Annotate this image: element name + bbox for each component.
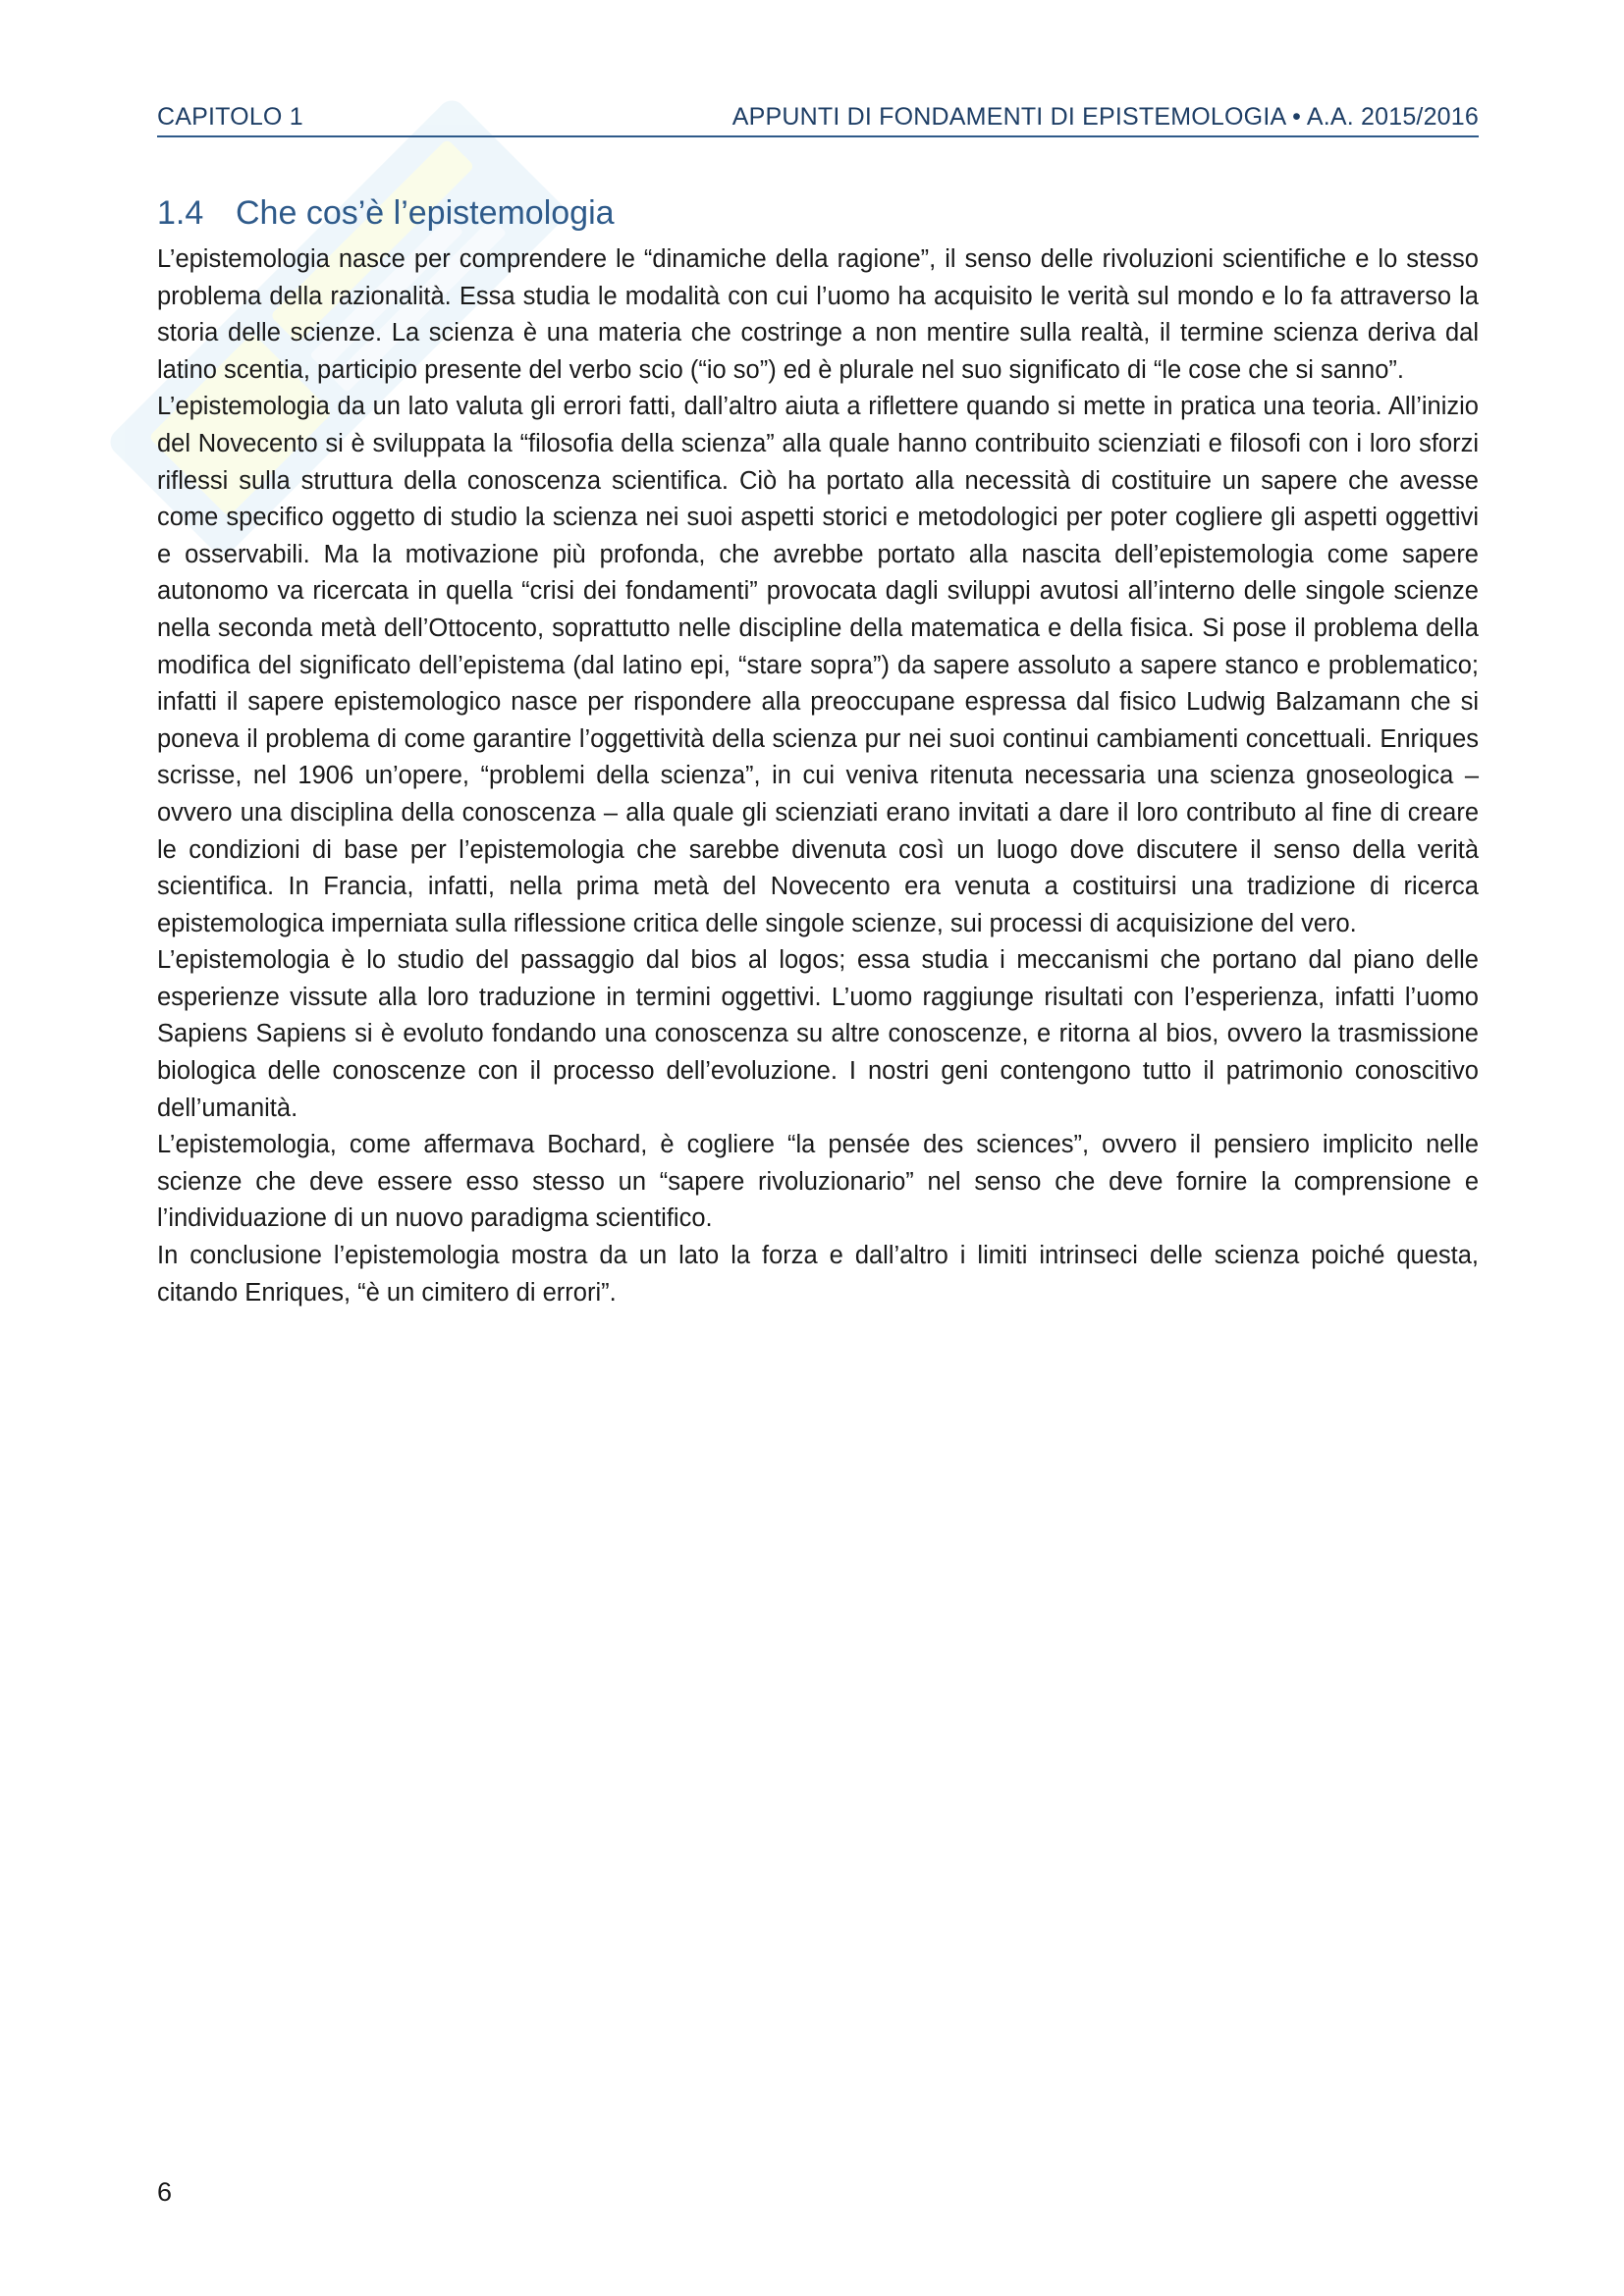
- section-title: Che cos’è l’epistemologia: [236, 194, 615, 232]
- page-number: 6: [157, 2177, 173, 2207]
- paragraph: L’epistemologia, come affermava Bochard, è cogliere “la pensée des sciences”, ovvero il pensiero implicito nelle scienze che deve essere esso stesso un “sapere rivoluzionario” nel senso che deve fornire la comprensione e l’individuazione di un nuovo paradigma scientifico.: [157, 1131, 1479, 1233]
- header-chapter: CAPITOLO 1: [157, 103, 303, 131]
- paragraph: L’epistemologia nasce per comprendere le “dinamiche della ragione”, il senso delle rivoluzioni scientifiche e lo stesso problema della razionalità. Essa studia le modalità con cui l’uomo ha acquisito le verità sul mondo e lo fa attraverso la storia delle scienze. La scienza è una materia che costringe a non mentire sulla realtà, il termine scienza deriva dal latino scentia, participio presente del verbo scio (“io so”) ed è plurale nel suo significato di “le cose che si sanno”.: [157, 245, 1479, 384]
- paragraph: L’epistemologia è lo studio del passaggio dal bios al logos; essa studia i meccanismi che portano dal piano delle esperienze vissute alla loro traduzione in termini oggettivi. L’uomo raggiunge risultati con l’esperienza, infatti l’uomo Sapiens Sapiens si è evoluto fondando una conoscenza su altre conoscenze, e ritorna al bios, ovvero la trasmissione biologica delle conoscenze con il processo dell’evoluzione. I nostri geni contengono tutto il patrimonio conoscitivo dell’umanità.: [157, 946, 1479, 1122]
- section-heading: [157, 194, 615, 233]
- paragraph: In conclusione l’epistemologia mostra da un lato la forza e dall’altro i limiti intrinseci delle scienza poiché questa, citando Enriques, “è un cimitero di errori”.: [157, 1242, 1479, 1307]
- paragraph: L’epistemologia da un lato valuta gli errori fatti, dall’altro aiuta a riflettere quando si mette in pratica una teoria. All’inizio del Novecento si è sviluppata la “filosofia della scienza” alla quale hanno contribuito scienziati e filosofi con i loro sforzi riflessi sulla struttura della conoscenza scientifica. Ciò ha portato alla necessità di costituire un sapere che avesse come specifico oggetto di studio la scienza nei suoi aspetti storici e metodologici per poter cogliere gli aspetti oggettivi e osservabili. Ma la motivazione più profonda, che avrebbe portato alla nascita dell’epistemologia come sapere autonomo va ricercata in quella “crisi dei fondamenti” provocata dagli sviluppi avutosi all’interno delle singole scienze nella seconda metà dell’Ottocento, soprattutto nelle discipline della matematica e della fisica. Si pose il problema della modifica del significato dell’epistema (dal latino epi, “stare sopra”) da sapere assoluto a sapere stanco e problematico; infatti il sapere epistemologico nasce per rispondere alla preoccupane espressa dal fisico Ludwig Balzamann che si poneva il problema di come garantire l’oggettività della scienza pur nei suoi continui cambiamenti concettuali. Enriques scrisse, nel 1906 un’opere, “problemi della scienza”, in cui veniva ritenuta necessaria una scienza gnoseologica – ovvero una disciplina della conoscenza – alla quale gli scienziati erano invitati a dare il loro contributo al fine di creare le condizioni di base per l’epistemologia che sarebbe divenuta così un luogo dove discutere il senso della verità scientifica. In Francia, infatti, nella prima metà del Novecento era venuta a costituirsi una tradizione di ricerca epistemologica imperniata sulla riflessione critica delle singole scienze, sui processi di acquisizione del vero.: [157, 393, 1479, 937]
- section-number: 1.4: [157, 194, 204, 232]
- body-text: [157, 241, 1479, 1311]
- page-header: [157, 98, 1479, 137]
- header-course-title: APPUNTI DI FONDAMENTI DI EPISTEMOLOGIA • A.A. 2015/2016: [731, 103, 1479, 131]
